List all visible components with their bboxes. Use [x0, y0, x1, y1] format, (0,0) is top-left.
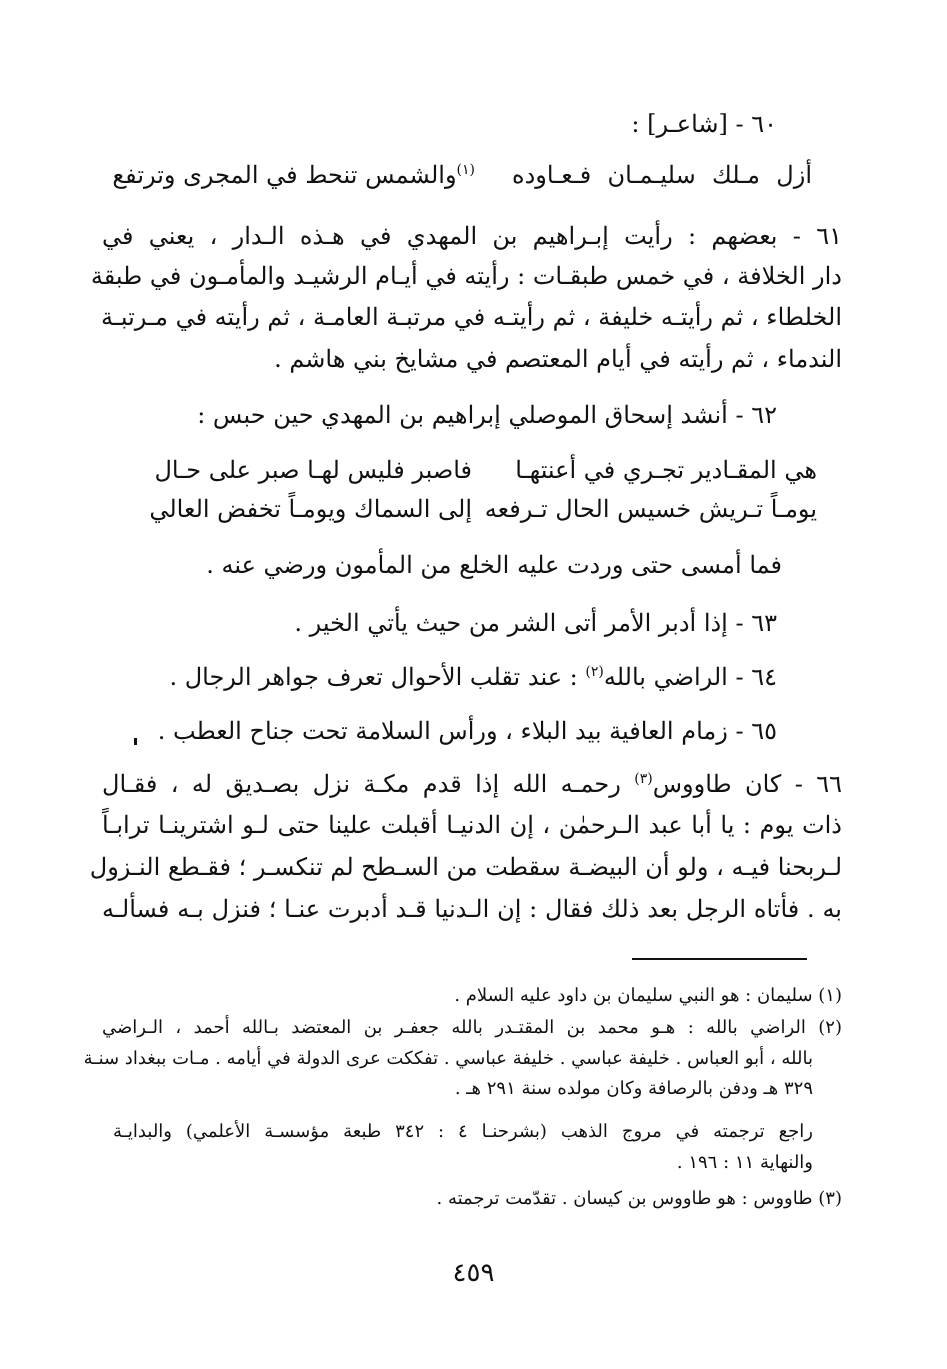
footnote-2-line-3: ٣٢٩ هـ ودفن بالرصافة وكان مولده سنة ٢٩١ هـ . [454, 1078, 813, 1099]
footnote-2-line-1: (٢) الراضي بالله : هـو محمد بن المقتـدر بالله جعفـر بن المعتضد بـالله أحمد ، الـراضي [102, 1017, 842, 1038]
entry-62-verse-1-left: فاصبر فليس لهـا صبر على حـال [154, 456, 472, 484]
entry-60-verse-right: أزل مـلك سليـمـان فـعـاوده [512, 161, 812, 189]
entry-62-verse-2-left: إلى السماك ويومـاً تخفض العالي [149, 495, 472, 523]
entry-66-line-2: ذات يوم : يا أبا عبد الـرحمٰن ، إن الدنيـا أقبلت علينا حتى لـو اشترينـا ترابـاً [102, 811, 842, 839]
entry-61-line-3: الخلطاء ، ثم رأيتـه خليفة ، ثم رأيتـه في مرتبـة العامـة ، ثم رأيته في مـرتبـة [100, 303, 842, 331]
entry-62-tail: فما أمسى حتى وردت عليه الخلع من المأمون ورضي عنه . [206, 551, 782, 579]
footnote-1: (١) سليمان : هو النبي سليمان بن داود عليه السلام . [454, 985, 842, 1006]
entry-66-line-3: لـربحنا فيـه ، ولو أن البيضـة سقطت من السـطح لم تنكسـر ؛ فقـطع النـزول [89, 853, 842, 881]
footnote-2-ref-line-1: راجع ترجمته في مروج الذهب (بشرحنـا ٤ : ٣٤٢ طبعة مؤسسـة الأعلمي) والبدايـة [113, 1121, 813, 1142]
entry-64-start: ٦٤ - الراضي بالله [603, 663, 777, 691]
entry-61-line-4: الندماء ، ثم رأيته في أيام المعتصم في مشايخ بني هاشم . [274, 345, 842, 373]
footnote-2-ref-line-2: والنهاية ١١ : ١٩٦ . [676, 1152, 813, 1173]
footnote-separator [632, 958, 807, 960]
footnote-3: (٣) طاووس : هو طاووس بن كيسان . تقدّمت ترجمته . [436, 1188, 842, 1209]
entry-60-heading: ٦٠ - [شاعـر] : [631, 110, 777, 138]
entry-61-line-1: ٦١ - بعضهم : رأيت إبـراهيم بن المهدي في هـذه الـدار ، يعني في [102, 222, 842, 250]
footnote-ref-2: (٢) [585, 664, 604, 680]
entry-61-line-2: دار الخلافة ، في خمس طبقـات : رأيته في أيـام الرشيـد والمأمـون في طبقة [90, 262, 842, 290]
entry-65: ٦٥ - زمام العافية بيد البلاء ، ورأس السلامة تحت جناح العطب . [157, 717, 777, 745]
entry-66-line-1 [102, 766, 842, 802]
entry-64 [169, 659, 777, 695]
entry-60-verse-left-text: والشمس تنحط في المجرى وترتفع [112, 161, 457, 189]
entry-63: ٦٣ - إذا أدبر الأمر أتى الشر من حيث يأتي الخير . [294, 609, 777, 637]
entry-62-heading: ٦٢ - أنشد إسحاق الموصلي إبراهيم بن المهدي حين حبس : [197, 401, 777, 429]
entry-64-end: : عند تقلب الأحوال تعرف جواهر الرجال . [169, 663, 586, 691]
footnote-ref-3: (٣) [634, 771, 653, 787]
entry-60-verse-left [112, 157, 475, 193]
entry-62-verse-1-right: هي المقـادير تجـري في أعنتهـا [515, 456, 817, 484]
entry-66-start: ٦٦ - كان طاووس [652, 770, 842, 798]
entry-62-verse-2-right: يومـاً تـريش خسيس الحال تـرفعه [484, 495, 817, 523]
footnote-2-line-2: بالله ، أبو العباس . خليفة عباسي . خليفة عباسي . تفككت عرى الدولة في أيامه . مـات ببغداد سنـة [83, 1048, 813, 1069]
entry-66-end: رحمـه الله إذا قدم مكـة نزل بصـديق له ، فقـال [102, 770, 635, 798]
entry-66-line-4: به . فأتاه الرجل بعد ذلك فقال : إن الـدنيا قـد أدبرت عنـا ؛ فنزل بـه فسألـه [102, 895, 842, 923]
page-number: ٤٥٩ [452, 1258, 495, 1288]
margin-mark [134, 738, 137, 745]
footnote-ref-1: (١) [456, 162, 475, 178]
